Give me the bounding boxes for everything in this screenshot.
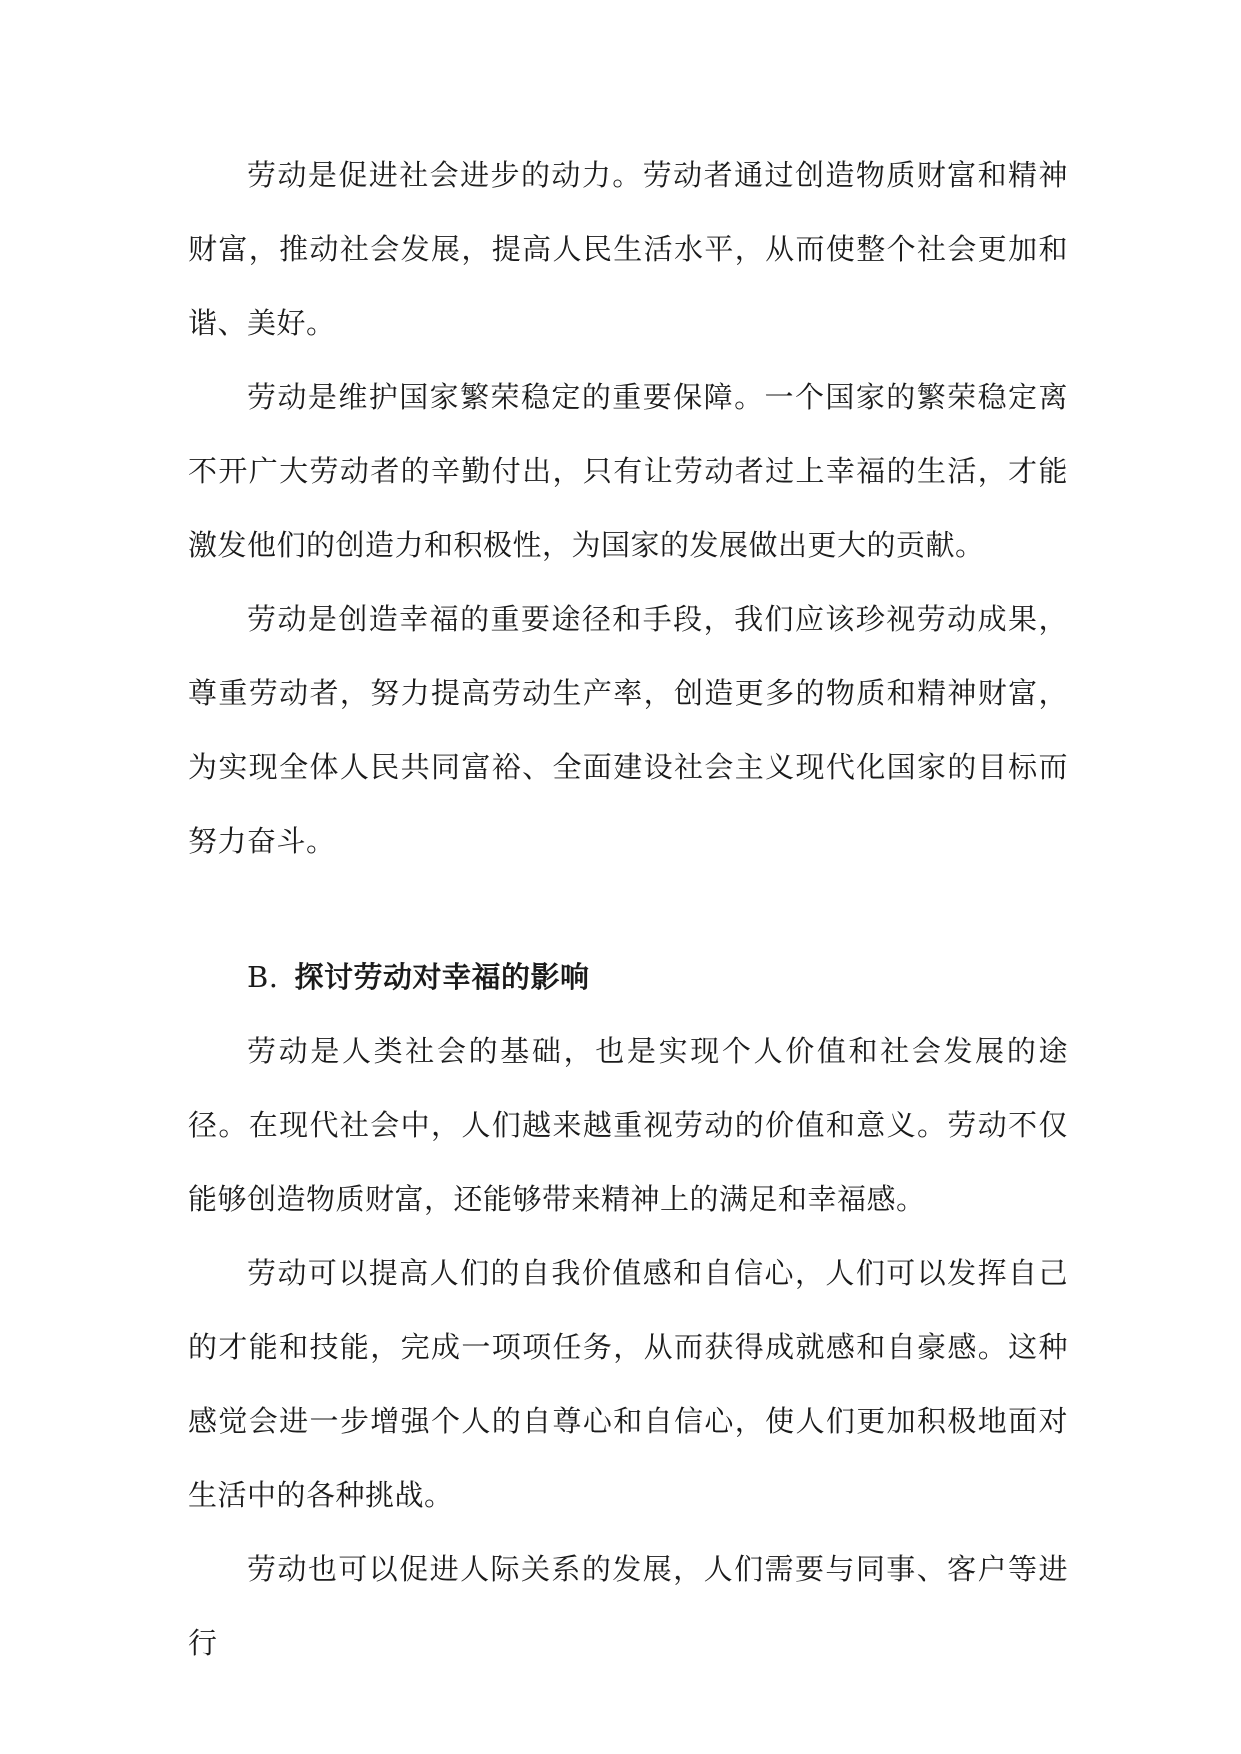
document-body: [188, 138, 1068, 1680]
paragraph-relationships: 劳动也可以促进人际关系的发展，人们需要与同事、客户等进行: [188, 1552, 1068, 1660]
section-heading: [188, 940, 1068, 1014]
section-label: B.: [247, 960, 279, 994]
paragraph-social-progress: 劳动是促进社会进步的动力。劳动者通过创造物质财富和精神财富，推动社会发展，提高人民生活水平，从而使整个社会更加和谐、美好。: [188, 158, 1068, 340]
paragraph-create-happiness: 劳动是创造幸福的重要途径和手段，我们应该珍视劳动成果，尊重劳动者，努力提高劳动生产率，创造更多的物质和精神财富，为实现全体人民共同富裕、全面建设社会主义现代化国家的目标而努力奋斗。: [188, 602, 1068, 858]
paragraph-self-worth: 劳动可以提高人们的自我价值感和自信心，人们可以发挥自己的才能和技能，完成一项项任务，从而获得成就感和自豪感。这种感觉会进一步增强个人的自尊心和自信心，使人们更加积极地面对生活中的各种挑战。: [188, 1256, 1068, 1512]
paragraph-national-stability: 劳动是维护国家繁荣稳定的重要保障。一个国家的繁荣稳定离不开广大劳动者的辛勤付出，只有让劳动者过上幸福的生活，才能激发他们的创造力和积极性，为国家的发展做出更大的贡献。: [188, 380, 1068, 562]
paragraph-labor-foundation: 劳动是人类社会的基础，也是实现个人价值和社会发展的途径。在现代社会中，人们越来越重视劳动的价值和意义。劳动不仅能够创造物质财富，还能够带来精神上的满足和幸福感。: [188, 1034, 1068, 1216]
section-title: 探讨劳动对幸福的影响: [294, 960, 590, 994]
